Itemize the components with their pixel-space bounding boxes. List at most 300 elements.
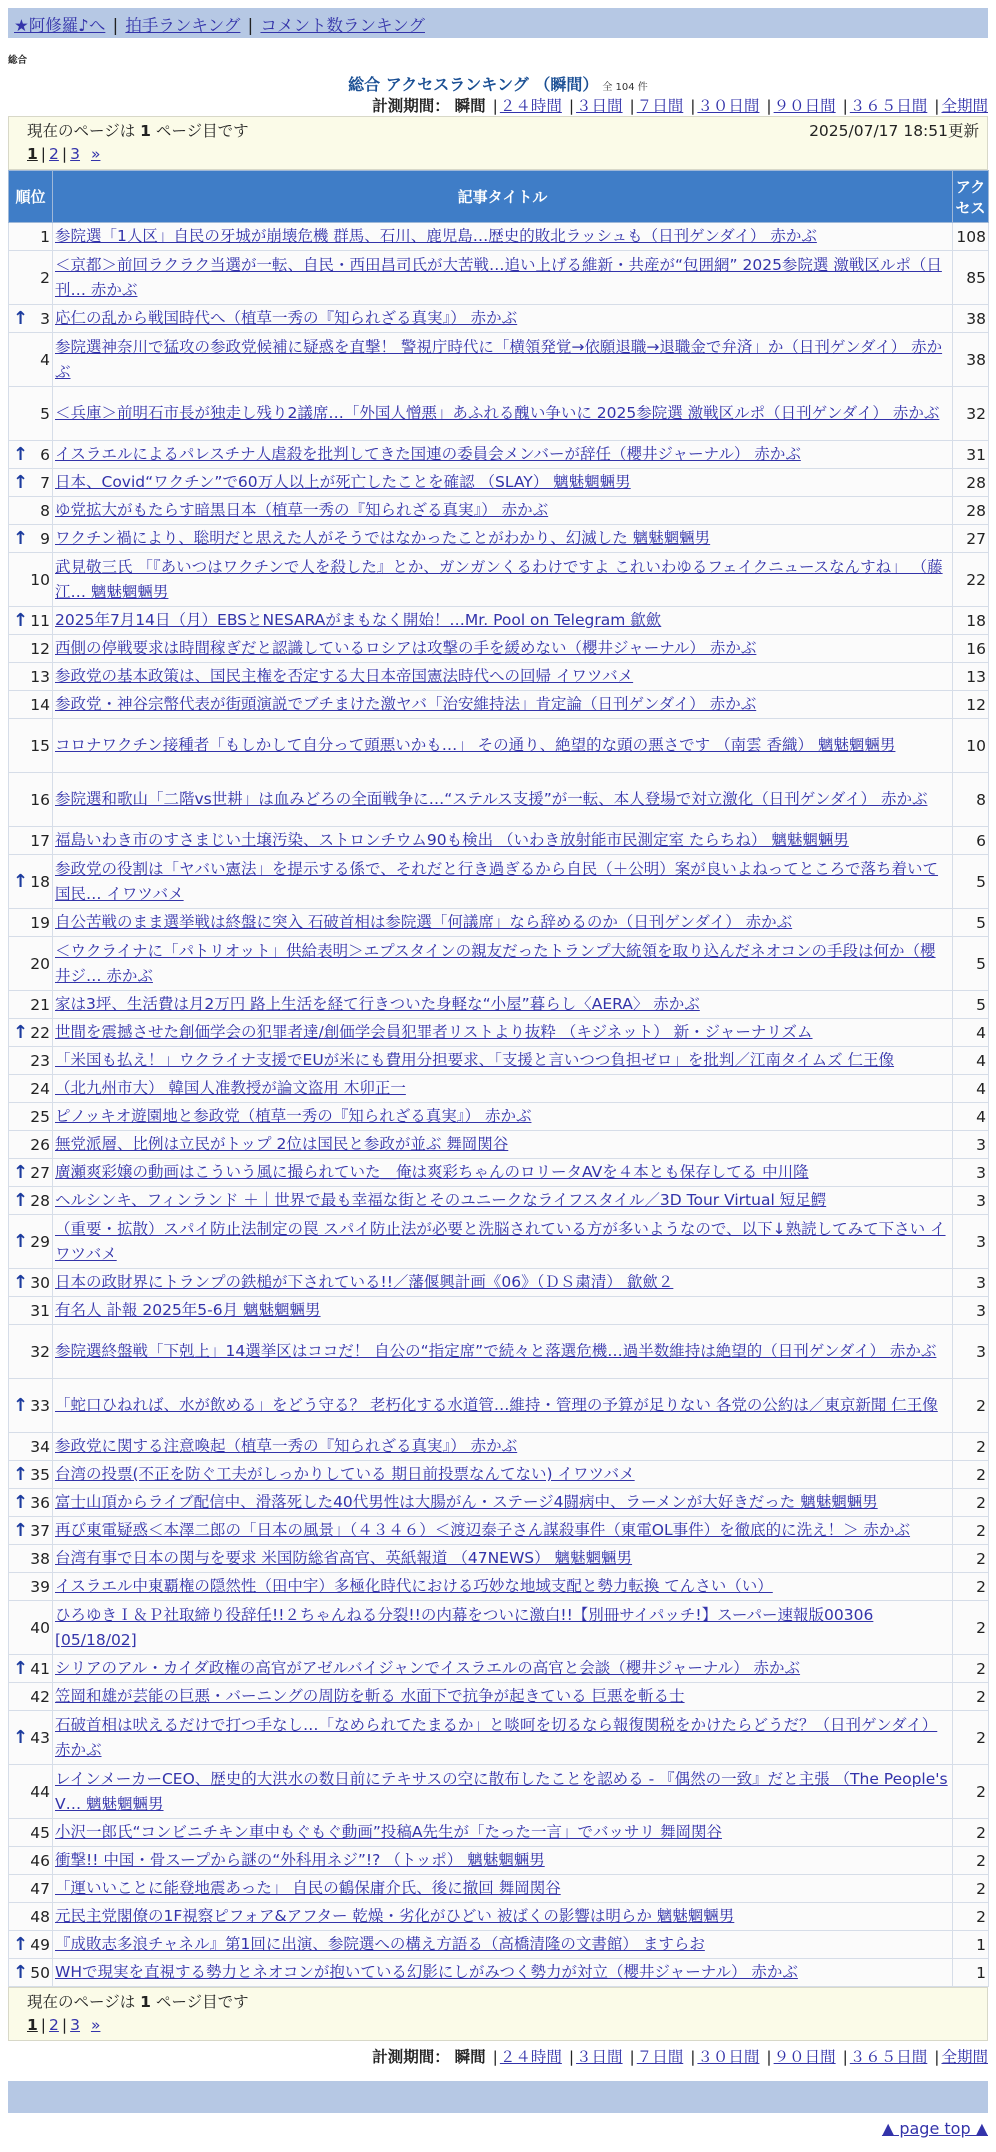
rank-cell bbox=[9, 1847, 53, 1875]
period-link-30d[interactable]: ３０日間 bbox=[697, 97, 760, 115]
article-title-link[interactable]: 元民主党閣僚の1F視察ピフォア&アフター 乾燥・劣化がひどい 被ばくの影響は明らか 魑魅魍魎男 bbox=[55, 1907, 735, 1925]
article-title-link[interactable]: レインメーカーCEO、歴史的大洪水の数日前にテキサスの空に散布したことを認める - 『偶然の一致』だと主張 （The People's V… 魑魅魍魎男 bbox=[55, 1769, 948, 1813]
ranking-rows bbox=[9, 223, 989, 1987]
period-selector-bottom: 計測期間： 瞬間 | ２４時間 | ３日間 | ７日間 | ３０日間 | ９０日間 | ３６５日間 | 全期間 bbox=[372, 2048, 988, 2066]
article-title-link[interactable]: （北九州市大） 韓国人准教授が論文盗用 木卯正一 bbox=[55, 1079, 406, 1097]
rank-number: 28 bbox=[30, 1191, 50, 1210]
access-count: 2 bbox=[953, 1379, 989, 1433]
period-link-7d[interactable]: ７日間 bbox=[636, 97, 684, 115]
current-page-number: 1 bbox=[140, 1993, 151, 2011]
rank-number: 41 bbox=[30, 1659, 50, 1678]
article-title-link[interactable]: 福島いわき市のすさまじい土壌汚染、ストロンチウム90も検出 （いわき放射能市民測定室 たらちね） 魑魅魍魎男 bbox=[55, 831, 849, 849]
table-row bbox=[9, 1711, 989, 1765]
access-count: 28 bbox=[953, 497, 989, 525]
title-cell bbox=[53, 827, 953, 855]
rank-number: 30 bbox=[30, 1273, 50, 1292]
title-cell bbox=[53, 1269, 953, 1297]
title-cell bbox=[53, 607, 953, 635]
period-link-3d[interactable]: ３日間 bbox=[576, 2048, 623, 2066]
rank-number: 12 bbox=[30, 639, 50, 658]
table-row bbox=[9, 909, 989, 937]
up-arrow-icon: ↑ bbox=[13, 609, 29, 631]
pager-link-3[interactable]: 3 bbox=[70, 145, 81, 163]
table-row bbox=[9, 1269, 989, 1297]
ranking-table bbox=[8, 170, 989, 1987]
nav-separator: | bbox=[247, 16, 254, 35]
rank-number: 25 bbox=[30, 1107, 50, 1126]
access-count: 85 bbox=[953, 251, 989, 305]
article-title-link[interactable]: 参政党の役割は「ヤバい憲法」を提示する係で、それだと行き過ぎるから自民（＋公明）案が良いよねってところで落ち着いて国民… イワツバメ bbox=[55, 859, 939, 903]
rank-number: 46 bbox=[30, 1851, 50, 1870]
table-row bbox=[9, 991, 989, 1019]
rank-cell bbox=[9, 663, 53, 691]
rank-number: 7 bbox=[40, 473, 50, 492]
article-title-link[interactable]: シリアのアル・カイダ政権の高官がアゼルバイジャンでイスラエルの高官と会談（櫻井ジャーナル） 赤かぶ bbox=[55, 1659, 801, 1677]
article-title-link[interactable]: 2025年7月14日（月）EBSとNESARAがまもなく開始！…Mr. Pool on Telegram 歙歛 bbox=[55, 611, 662, 629]
table-row bbox=[9, 251, 989, 305]
article-title-link[interactable]: 参政党の基本政策は、国民主権を否定する大日本帝国憲法時代への回帰 イワツバメ bbox=[55, 667, 634, 685]
rank-cell bbox=[9, 1517, 53, 1545]
article-title-link[interactable]: コロナワクチン接種者「もしかして自分って頭悪いかも…」 その通り、絶望的な頭の悪さです （南雲 香織） 魑魅魍魎男 bbox=[55, 736, 896, 754]
rank-number: 4 bbox=[40, 350, 50, 369]
article-title-link[interactable]: 有名人 訃報 2025年5-6月 魑魅魍魎男 bbox=[55, 1301, 321, 1319]
access-count: 5 bbox=[953, 909, 989, 937]
table-row bbox=[9, 441, 989, 469]
article-title-link[interactable]: 「運いいことに能登地震あった」 自民の鶴保庸介氏、後に撤回 舞岡関谷 bbox=[55, 1879, 561, 1897]
table-row bbox=[9, 1489, 989, 1517]
article-title-link[interactable]: 参院選終盤戦「下剋上」14選挙区はココだ！ 自公の“指定席”で続々と落選危機…過半数維持は絶望的（日刊ゲンダイ） 赤かぶ bbox=[55, 1342, 937, 1360]
period-link-365d[interactable]: ３６５日間 bbox=[849, 97, 928, 115]
table-row bbox=[9, 1215, 989, 1269]
article-title-link[interactable]: 武見敬三氏 「『あいつはワクチンで人を殺した』とか、ガンガンくるわけですよ これいわゆるフェイクニュースなんすね」 （藤江… 魑魅魍魎男 bbox=[55, 557, 943, 601]
table-row bbox=[9, 1545, 989, 1573]
table-row bbox=[9, 223, 989, 251]
article-title-link[interactable]: 小沢一郎氏“コンビニチキン車中もぐもぐ動画”投稿A先生が「たった一言」でバッサリ 舞岡関谷 bbox=[55, 1823, 722, 1841]
rank-number: 3 bbox=[40, 309, 50, 328]
article-title-link[interactable]: WHで現実を直視する勢力とネオコンが抱いている幻影にしがみつく勢力が対立（櫻井ジャーナル） 赤かぶ bbox=[55, 1963, 798, 1981]
rank-number: 42 bbox=[30, 1687, 50, 1706]
rank-number: 32 bbox=[30, 1342, 50, 1361]
pager-link-2[interactable]: 2 bbox=[49, 2016, 59, 2034]
access-count: 2 bbox=[953, 1683, 989, 1711]
title-cell bbox=[53, 469, 953, 497]
title-cell bbox=[53, 773, 953, 827]
title-cell bbox=[53, 1847, 953, 1875]
title-cell bbox=[53, 553, 953, 607]
period-current: 瞬間 bbox=[454, 97, 486, 115]
table-row bbox=[9, 525, 989, 553]
table-row bbox=[9, 937, 989, 991]
up-arrow-icon: ↑ bbox=[13, 1189, 29, 1211]
article-title-link[interactable]: イスラエルによるパレスチナ人虐殺を批判してきた国連の委員会メンバーが辞任（櫻井ジャーナル） 赤かぶ bbox=[55, 445, 801, 463]
table-row bbox=[9, 1297, 989, 1325]
article-title-link[interactable]: イスラエル中東覇権の隠然性（田中宇）多極化時代における巧妙な地域支配と勢力転換 てんさい（い） bbox=[55, 1577, 773, 1595]
up-arrow-icon: ↑ bbox=[13, 307, 29, 329]
title-cell bbox=[53, 441, 953, 469]
article-title-link[interactable]: 参院選神奈川で猛攻の参政党候補に疑惑を直撃！ 警視庁時代に「横領発覚→依願退職→退職金で弁済」か（日刊ゲンダイ） 赤かぶ bbox=[55, 337, 943, 381]
article-title-link[interactable]: 廣瀬爽彩嬢の動画はこういう風に撮られていた＿俺は爽彩ちゃんのロリータAVを４本とも保存してる 中川隆 bbox=[55, 1163, 809, 1181]
table-row bbox=[9, 497, 989, 525]
table-row bbox=[9, 1019, 989, 1047]
up-arrow-icon: ↑ bbox=[13, 1230, 29, 1252]
page-top-link[interactable]: ▲ page top ▲ bbox=[881, 2119, 988, 2138]
rank-number: 37 bbox=[30, 1521, 50, 1540]
article-title-link[interactable]: 参院選「1人区」自民の牙城が崩壊危機 群馬、石川、鹿児島…歴史的敗北ラッシュも（日刊ゲンダイ） 赤かぶ bbox=[55, 227, 817, 245]
title-cell bbox=[53, 937, 953, 991]
period-link-365d[interactable]: ３６５日間 bbox=[849, 2048, 928, 2066]
title-cell bbox=[53, 1159, 953, 1187]
period-link-24h[interactable]: ２４時間 bbox=[499, 2048, 562, 2066]
table-row bbox=[9, 1461, 989, 1489]
rank-number: 29 bbox=[30, 1232, 50, 1251]
rank-cell bbox=[9, 1103, 53, 1131]
article-title-link[interactable]: 西側の停戦要求は時間稼ぎだと認識しているロシアは攻撃の手を緩めない（櫻井ジャーナル） 赤かぶ bbox=[55, 639, 757, 657]
table-row bbox=[9, 1159, 989, 1187]
rank-number: 44 bbox=[30, 1782, 50, 1801]
table-row bbox=[9, 1517, 989, 1545]
title-cell bbox=[53, 1379, 953, 1433]
table-row bbox=[9, 1903, 989, 1931]
article-title-link[interactable]: 日本の政財界にトランプの鉄槌が下されている!!／藩偃興計画《06》（ＤＳ粛清） 歙歛２ bbox=[55, 1273, 674, 1291]
article-title-link[interactable]: ヘルシンキ、フィンランド ＋｜世界で最も幸福な街とそのユニークなライフスタイル／3D Tour Virtual 短足鰐 bbox=[55, 1191, 827, 1209]
article-title-link[interactable]: ＜ウクライナに「パトリオット」供給表明＞エプスタインの親友だったトランプ大統領を取り込んだネオコンの手段は何か（櫻井ジ… 赤かぶ bbox=[55, 941, 936, 985]
rank-number: 13 bbox=[30, 667, 50, 686]
article-title-link[interactable]: 台湾の投票(不正を防ぐ工夫がしっかりしている 期日前投票なんてない) イワツバメ bbox=[55, 1465, 635, 1483]
period-label: 計測期間： bbox=[372, 2048, 450, 2066]
rank-cell bbox=[9, 223, 53, 251]
table-row bbox=[9, 1819, 989, 1847]
rank-cell bbox=[9, 1075, 53, 1103]
rank-number: 24 bbox=[30, 1079, 50, 1098]
title-cell bbox=[53, 1187, 953, 1215]
up-arrow-icon: ↑ bbox=[13, 471, 29, 493]
access-count: 2 bbox=[953, 1765, 989, 1819]
table-row bbox=[9, 773, 989, 827]
pager-link-3[interactable]: 3 bbox=[70, 2016, 81, 2034]
pager-link-2[interactable]: 2 bbox=[49, 145, 59, 163]
access-count: 2 bbox=[953, 1819, 989, 1847]
rank-cell bbox=[9, 635, 53, 663]
period-label: 計測期間： bbox=[372, 97, 450, 115]
comment-ranking-link[interactable]: コメント数ランキング bbox=[260, 16, 425, 35]
total-count: 全 104 件 bbox=[602, 82, 648, 93]
title-cell bbox=[53, 333, 953, 387]
pager-current: 1 bbox=[27, 145, 38, 163]
rank-cell bbox=[9, 1655, 53, 1683]
rank-number: 23 bbox=[30, 1051, 50, 1070]
rank-number: 33 bbox=[30, 1396, 50, 1415]
access-count: 28 bbox=[953, 469, 989, 497]
title-cell bbox=[53, 691, 953, 719]
rank-cell bbox=[9, 991, 53, 1019]
article-title-link[interactable]: 参院選和歌山「二階vs世耕」は血みどろの全面戦争に…“ステルス支援”が一転、本人登場で対立激化（日刊ゲンダイ） 赤かぶ bbox=[55, 790, 928, 808]
rank-number: 43 bbox=[30, 1728, 50, 1747]
up-arrow-icon: ↑ bbox=[13, 1394, 29, 1416]
rank-number: 45 bbox=[30, 1823, 50, 1842]
pager-next[interactable]: » bbox=[90, 2016, 101, 2034]
article-title-link[interactable]: 衝撃!! 中国・骨スープから謎の“外科用ネジ”!? （トッポ） 魑魅魍魎男 bbox=[55, 1851, 545, 1869]
title-cell bbox=[53, 1819, 953, 1847]
column-header-rank: 順位 bbox=[9, 171, 53, 223]
rank-number: 36 bbox=[30, 1493, 50, 1512]
access-count: 22 bbox=[953, 553, 989, 607]
table-row bbox=[9, 1075, 989, 1103]
rank-cell bbox=[9, 1875, 53, 1903]
access-count: 27 bbox=[953, 525, 989, 553]
rank-cell bbox=[9, 1215, 53, 1269]
article-title-link[interactable]: 自公苦戦のまま選挙戦は終盤に突入 石破首相は参院選「何議席」なら辞めるのか（日刊ゲンダイ） 赤かぶ bbox=[55, 913, 793, 931]
rank-number: 17 bbox=[30, 831, 50, 850]
page-title bbox=[0, 72, 996, 94]
article-title-link[interactable]: 再び東電疑惑＜本澤二郎の「日本の風景」（４３４６）＜渡辺泰子さん謀殺事件（東電OL事件）を徹底的に洗え！＞ 赤かぶ bbox=[55, 1521, 911, 1539]
rank-cell bbox=[9, 553, 53, 607]
access-count: 2 bbox=[953, 1601, 989, 1655]
title-cell bbox=[53, 1765, 953, 1819]
article-title-link[interactable]: 富士山頂からライブ配信中、滑落死した40代男性は大腸がん・ステージ4闘病中、ラーメンが大好きだった 魑魅魍魎男 bbox=[55, 1493, 878, 1511]
period-selector: 計測期間： 瞬間 | ２４時間 | ３日間 | ７日間 | ３０日間 | ９０日間 | ３６５日間 | 全期間 bbox=[372, 97, 988, 115]
rank-cell bbox=[9, 1765, 53, 1819]
nav-separator: | bbox=[112, 16, 119, 35]
access-count: 1 bbox=[953, 1931, 989, 1959]
rank-cell bbox=[9, 1047, 53, 1075]
access-count: 2 bbox=[953, 1573, 989, 1601]
title-cell bbox=[53, 1655, 953, 1683]
rank-cell bbox=[9, 1159, 53, 1187]
table-row bbox=[9, 855, 989, 909]
article-title-link[interactable]: 参政党に関する注意喚起（植草一秀の『知られざる真実』） 赤かぶ bbox=[55, 1437, 518, 1455]
article-title-link[interactable]: ゆ党拡大がもたらす暗黒日本（植草一秀の『知られざる真実』） 赤かぶ bbox=[55, 501, 549, 519]
updated-timestamp: 2025/07/17 18:51更新 bbox=[809, 122, 979, 140]
rank-cell bbox=[9, 1489, 53, 1517]
rank-cell bbox=[9, 855, 53, 909]
article-title-link[interactable]: ＜兵庫＞前明石市長が独走し残り2議席…「外国人憎悪」あふれる醜い争いに 2025参院選 激戦区ルポ（日刊ゲンダイ） 赤かぶ bbox=[55, 404, 940, 422]
table-row bbox=[9, 1187, 989, 1215]
rank-number: 20 bbox=[30, 954, 50, 973]
table-row bbox=[9, 1875, 989, 1903]
access-count: 13 bbox=[953, 663, 989, 691]
period-link-3d[interactable]: ３日間 bbox=[576, 97, 623, 115]
up-arrow-icon: ↑ bbox=[13, 1961, 29, 1983]
rank-cell bbox=[9, 1711, 53, 1765]
rank-cell bbox=[9, 1683, 53, 1711]
rank-number: 18 bbox=[30, 872, 50, 891]
access-count: 3 bbox=[953, 1187, 989, 1215]
rank-cell bbox=[9, 773, 53, 827]
article-title-link[interactable]: 『成敗志多浪チャネル』第1回に出演、参院選への構え方語る（高橋清隆の文書館） ますらお bbox=[55, 1935, 705, 1953]
up-arrow-icon: ↑ bbox=[13, 1491, 29, 1513]
access-count: 108 bbox=[953, 223, 989, 251]
period-link-24h[interactable]: ２４時間 bbox=[499, 97, 562, 115]
period-link-all[interactable]: 全期間 bbox=[941, 2048, 988, 2066]
rank-cell bbox=[9, 1959, 53, 1987]
table-row bbox=[9, 719, 989, 773]
title-cell bbox=[53, 305, 953, 333]
pager-bottom: 1 | 2 | 3 » bbox=[27, 2016, 101, 2034]
pager-next[interactable]: » bbox=[90, 145, 101, 163]
up-arrow-icon: ↑ bbox=[13, 1021, 29, 1043]
page-info-box-bottom bbox=[8, 1987, 988, 2041]
up-arrow-icon: ↑ bbox=[13, 443, 29, 465]
bottom-bar bbox=[8, 2081, 988, 2113]
title-cell bbox=[53, 1489, 953, 1517]
access-count: 3 bbox=[953, 1325, 989, 1379]
access-count: 6 bbox=[953, 827, 989, 855]
rank-number: 49 bbox=[30, 1935, 50, 1954]
access-count: 3 bbox=[953, 1215, 989, 1269]
up-arrow-icon: ↑ bbox=[13, 527, 29, 549]
rank-cell bbox=[9, 333, 53, 387]
title-cell bbox=[53, 525, 953, 553]
period-link-90d[interactable]: ９０日間 bbox=[773, 2048, 836, 2066]
table-row bbox=[9, 1655, 989, 1683]
title-cell bbox=[53, 1075, 953, 1103]
article-title-link[interactable]: 家は3坪、生活費は月2万円 路上生活を経て行きついた身軽な“小屋”暮らし〈AERA〉 赤かぶ bbox=[55, 995, 700, 1013]
article-title-link[interactable]: 「蛇口ひねれば、水が飲める」をどう守る？ 老朽化する水道管…維持・管理の予算が足りない 各党の公約は／東京新聞 仁王像 bbox=[55, 1396, 938, 1414]
table-row bbox=[9, 1103, 989, 1131]
table-row bbox=[9, 469, 989, 497]
rank-cell bbox=[9, 497, 53, 525]
title-cell bbox=[53, 1931, 953, 1959]
access-count: 4 bbox=[953, 1047, 989, 1075]
pager-top: 1 | 2 | 3 » bbox=[27, 145, 101, 163]
rank-number: 34 bbox=[30, 1437, 50, 1456]
access-count: 1 bbox=[953, 1959, 989, 1987]
article-title-link[interactable]: ピノッキオ遊園地と参政党（植草一秀の『知られざる真実』） 赤かぶ bbox=[55, 1107, 532, 1125]
rank-number: 47 bbox=[30, 1879, 50, 1898]
title-cell bbox=[53, 1215, 953, 1269]
title-cell bbox=[53, 1903, 953, 1931]
rank-cell bbox=[9, 1325, 53, 1379]
table-row bbox=[9, 691, 989, 719]
current-page-number: 1 bbox=[140, 122, 151, 140]
title-cell bbox=[53, 663, 953, 691]
table-row bbox=[9, 607, 989, 635]
current-page-text: 現在のページは 1 ページ目です bbox=[27, 122, 249, 140]
title-cell bbox=[53, 991, 953, 1019]
table-row bbox=[9, 827, 989, 855]
access-count: 2 bbox=[953, 1517, 989, 1545]
access-count: 2 bbox=[953, 1655, 989, 1683]
access-count: 5 bbox=[953, 991, 989, 1019]
rank-number: 27 bbox=[30, 1163, 50, 1182]
column-header-access: アクセス bbox=[953, 171, 989, 223]
rank-cell bbox=[9, 691, 53, 719]
table-row bbox=[9, 1847, 989, 1875]
title-cell bbox=[53, 1433, 953, 1461]
table-row bbox=[9, 1325, 989, 1379]
up-arrow-icon: ↑ bbox=[13, 1726, 29, 1748]
up-arrow-icon: ↑ bbox=[13, 870, 29, 892]
access-count: 2 bbox=[953, 1545, 989, 1573]
table-row bbox=[9, 1573, 989, 1601]
article-title-link[interactable]: 無党派層、比例は立民がトップ 2位は国民と参政が並ぶ 舞岡関谷 bbox=[55, 1135, 509, 1153]
rank-number: 48 bbox=[30, 1907, 50, 1926]
applause-ranking-link[interactable]: 拍手ランキング bbox=[125, 16, 241, 35]
access-count: 4 bbox=[953, 1075, 989, 1103]
access-count: 5 bbox=[953, 937, 989, 991]
up-arrow-icon: ↑ bbox=[13, 1519, 29, 1541]
table-row bbox=[9, 1433, 989, 1461]
period-link-7d[interactable]: ７日間 bbox=[636, 2048, 684, 2066]
access-count: 32 bbox=[953, 387, 989, 441]
title-cell bbox=[53, 1297, 953, 1325]
article-title-link[interactable]: 日本、Covid“ワクチン”で60万人以上が死亡したことを確認 （SLAY） 魑魅魍魎男 bbox=[55, 473, 631, 491]
access-count: 2 bbox=[953, 1903, 989, 1931]
period-link-90d[interactable]: ９０日間 bbox=[773, 97, 836, 115]
article-title-link[interactable]: 笠岡和雄が芸能の巨悪・バーニングの周防を斬る 水面下で抗争が起きている 巨悪を斬る士 bbox=[55, 1687, 685, 1705]
rank-cell bbox=[9, 441, 53, 469]
period-link-30d[interactable]: ３０日間 bbox=[697, 2048, 760, 2066]
rank-cell bbox=[9, 251, 53, 305]
title-cell bbox=[53, 1461, 953, 1489]
article-title-link[interactable]: 石破首相は吠えるだけで打つ手なし…「なめられてたまるか」と啖呵を切るなら報復関税をかけたらどうだ？（日刊ゲンダイ） 赤かぶ bbox=[55, 1715, 938, 1759]
table-row bbox=[9, 1931, 989, 1959]
rank-cell bbox=[9, 827, 53, 855]
up-arrow-icon: ↑ bbox=[13, 1271, 29, 1293]
table-row bbox=[9, 387, 989, 441]
page-top bbox=[0, 2119, 996, 2143]
rank-number: 1 bbox=[40, 227, 50, 246]
rank-cell bbox=[9, 1433, 53, 1461]
up-arrow-icon: ↑ bbox=[13, 1933, 29, 1955]
article-title-link[interactable]: 参政党・神谷宗幣代表が街頭演説でブチまけた激ヤバ「治安維持法」肯定論（日刊ゲンダイ） 赤かぶ bbox=[55, 695, 757, 713]
access-count: 3 bbox=[953, 1131, 989, 1159]
rank-cell bbox=[9, 387, 53, 441]
title-cell bbox=[53, 1131, 953, 1159]
article-title-link[interactable]: 世間を震撼させた創価学会の犯罪者達/創価学会員犯罪者リストより抜粋 （キジネット） 新・ジャーナリズム bbox=[55, 1023, 813, 1041]
article-title-link[interactable]: （重要・拡散）スパイ防止法制定の罠 スパイ防止法が必要と洗脳されている方が多いようなので、以下↓熟読してみて下さい イワツバメ bbox=[55, 1219, 946, 1263]
rank-number: 2 bbox=[40, 268, 50, 287]
title-cell bbox=[53, 1875, 953, 1903]
rank-cell bbox=[9, 305, 53, 333]
rank-number: 31 bbox=[30, 1301, 50, 1320]
article-title-link[interactable]: 応仁の乱から戦国時代へ（植草一秀の『知られざる真実』） 赤かぶ bbox=[55, 309, 518, 327]
title-cell bbox=[53, 1019, 953, 1047]
article-title-link[interactable]: ワクチン禍により、聡明だと思えた人がそうではなかったことがわかり、幻滅した 魑魅魍魎男 bbox=[55, 529, 711, 547]
title-cell bbox=[53, 855, 953, 909]
access-count: 10 bbox=[953, 719, 989, 773]
access-count: 31 bbox=[953, 441, 989, 469]
home-link[interactable]: ★阿修羅♪へ bbox=[14, 16, 106, 35]
article-title-link[interactable]: ＜京都＞前回ラクラク当選が一転、自民・西田昌司氏が大苦戦…追い上げる維新・共産が“包囲網” 2025参院選 激戦区ルポ（日刊… 赤かぶ bbox=[55, 255, 942, 299]
table-row bbox=[9, 1601, 989, 1655]
title-cell bbox=[53, 251, 953, 305]
article-title-link[interactable]: 「米国も払え！」ウクライナ支援でEUが米にも費用分担要求、「支援と言いつつ負担ゼロ」を批判／江南タイムズ 仁王像 bbox=[55, 1051, 895, 1069]
access-count: 4 bbox=[953, 1103, 989, 1131]
article-title-link[interactable]: 台湾有事で日本の関与を要求 米国防総省高官、英紙報道 （47NEWS） 魑魅魍魎男 bbox=[55, 1549, 633, 1567]
up-arrow-icon: ↑ bbox=[13, 1463, 29, 1485]
rank-number: 14 bbox=[30, 695, 50, 714]
rank-number: 15 bbox=[30, 736, 50, 755]
top-nav bbox=[8, 8, 988, 38]
access-count: 8 bbox=[953, 773, 989, 827]
rank-number: 9 bbox=[40, 529, 50, 548]
rank-number: 26 bbox=[30, 1135, 50, 1154]
period-link-all[interactable]: 全期間 bbox=[941, 97, 988, 115]
rank-cell bbox=[9, 469, 53, 497]
rank-cell bbox=[9, 909, 53, 937]
access-count: 2 bbox=[953, 1875, 989, 1903]
title-cell bbox=[53, 387, 953, 441]
article-title-link[interactable]: ひろゆきＩ＆Ｐ社取締り役辞任!!２ちゃんねる分裂!!の内幕をついに激白!!【別冊サイパッチ!】スーパー速報版00306 [05/18/02] bbox=[55, 1605, 874, 1649]
title-cell bbox=[53, 223, 953, 251]
ranking-title: 総合 アクセスランキング （瞬間） bbox=[348, 75, 599, 94]
rank-number: 19 bbox=[30, 913, 50, 932]
rank-number: 21 bbox=[30, 995, 50, 1014]
access-count: 2 bbox=[953, 1433, 989, 1461]
table-row bbox=[9, 305, 989, 333]
pager-current: 1 bbox=[27, 2016, 38, 2034]
